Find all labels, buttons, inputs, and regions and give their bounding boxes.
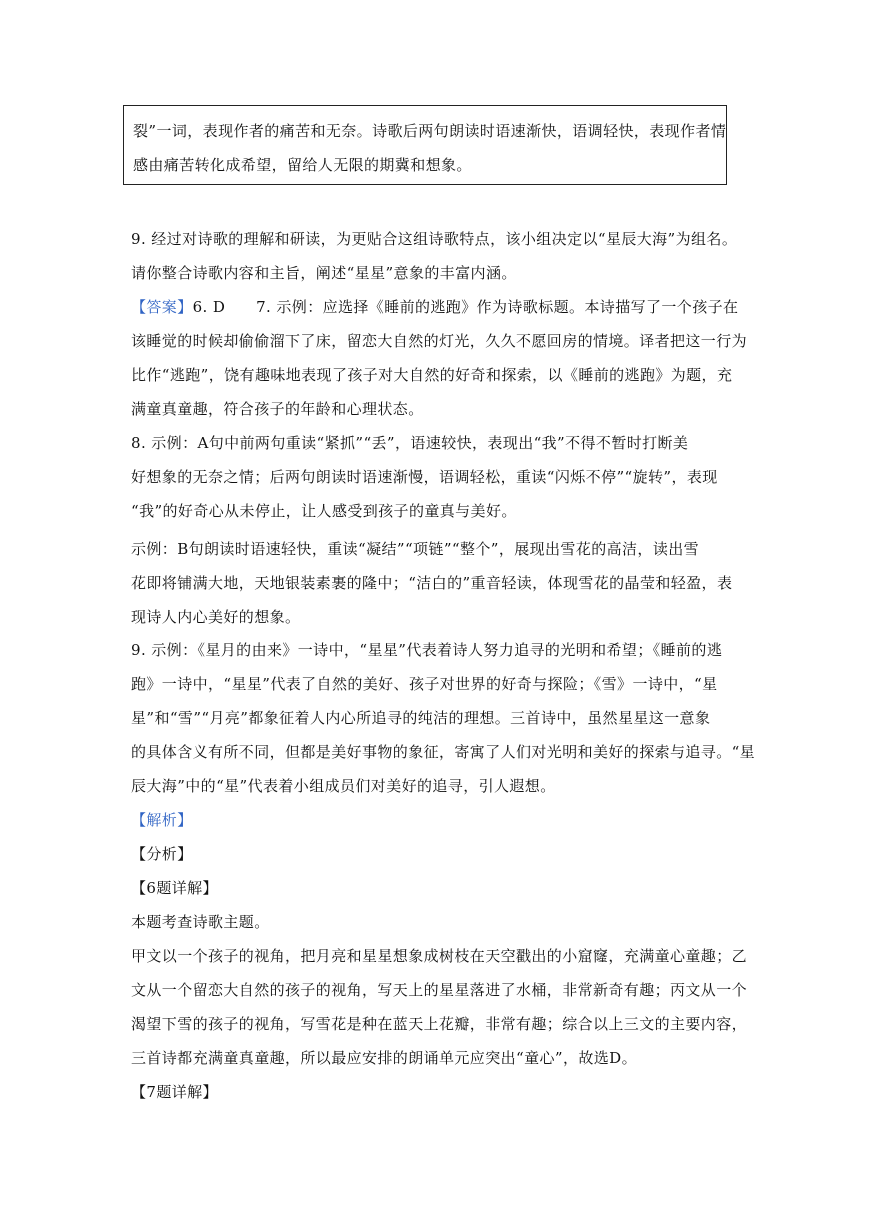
- answer-first-line: [131, 297, 738, 317]
- fenxi-label: 【分析】: [131, 845, 193, 863]
- answer-line: 跑》一诗中，“星星”代表了自然的美好、孩子对世界的好奇与探险；《雪》一诗中，“星: [131, 675, 718, 693]
- answer-line: 9. 示例：《星月的由来》一诗中，“星星”代表着诗人努力追寻的光明和希望；《睡前的逃: [131, 641, 723, 659]
- question-6-heading: 【6题详解】: [131, 879, 218, 897]
- answer-line: 8. 示例：A句中前两句重读“紧抓”“丢”，语速较快，表现出“我”不得不暂时打断美: [131, 434, 689, 452]
- answer-line: 示例：B句朗读时语速轻快，重读“凝结”“项链”“整个”，展现出雪花的高洁，读出雪: [131, 540, 700, 558]
- q6-line: 文从一个留恋大自然的孩子的视角，写天上的星星落进了水桶，非常新奇有趣；丙文从一个: [131, 981, 748, 999]
- question-9-line: 9. 经过对诗歌的理解和研读，为更贴合这组诗歌特点，该小组决定以“星辰大海”为组名。: [131, 230, 738, 248]
- answer-line: 的具体含义有所不同，但都是美好事物的象征，寄寓了人们对光明和美好的探索与追寻。“星: [131, 743, 756, 761]
- answer-line: 比作“逃跑”，饶有趣味地表现了孩子对大自然的好奇和探索，以《睡前的逃跑》为题，充: [131, 366, 733, 384]
- answer-line: 花即将铺满大地，天地银装素裹的隆中；“洁白的”重音轻读，体现雪花的晶莹和轻盈，表: [131, 574, 733, 592]
- answer-line: 6. D 7. 示例：应选择《睡前的逃跑》作为诗歌标题。本诗描写了一个孩子在: [192, 298, 739, 316]
- answer-line: 满童真童趣，符合孩子的年龄和心理状态。: [131, 400, 424, 418]
- q6-line: 本题考查诗歌主题。: [131, 913, 270, 931]
- answer-line: 该睡觉的时候却偷偷溜下了床，留恋大自然的灯光，久久不愿回房的情境。译者把这一行为: [131, 332, 748, 350]
- box-line: 裂”一词，表现作者的痛苦和无奈。诗歌后两句朗读时语速渐快，语调轻快，表现作者情: [133, 122, 727, 140]
- question-9-line: 请你整合诗歌内容和主旨，阐述“星星”意象的丰富内涵。: [131, 264, 517, 282]
- answer-label: 【答案】: [131, 298, 193, 316]
- q6-line: 甲文以一个孩子的视角，把月亮和星星想象成树枝在天空戳出的小窟窿，充满童心童趣；乙: [131, 947, 748, 965]
- box-line: 感由痛苦转化成希望，留给人无限的期冀和想象。: [133, 156, 472, 174]
- answer-excerpt-box: [123, 105, 727, 185]
- answer-line: 现诗人内心美好的想象。: [131, 608, 301, 626]
- answer-line: 辰大海”中的“星”代表着小组成员们对美好的追寻，引人遐想。: [131, 777, 556, 795]
- q6-line: 渴望下雪的孩子的视角，写雪花是种在蓝天上花瓣，非常有趣；综合以上三文的主要内容，: [131, 1015, 748, 1033]
- answer-line: 星”和“雪”“月亮”都象征着人内心所追寻的纯洁的理想。三首诗中，虽然星星这一意象: [131, 709, 711, 727]
- analysis-label: 【解析】: [131, 811, 193, 829]
- question-7-heading: 【7题详解】: [131, 1083, 218, 1101]
- answer-line: 好想象的无奈之情；后两句朗读时语速渐慢，语调轻松，重读“闪烁不停”“旋转”，表现: [131, 468, 718, 486]
- q6-line: 三首诗都充满童真童趣，所以最应安排的朗诵单元应突出“童心”，故选D。: [131, 1049, 637, 1067]
- answer-line: “我”的好奇心从未停止，让人感受到孩子的童真与美好。: [131, 502, 517, 520]
